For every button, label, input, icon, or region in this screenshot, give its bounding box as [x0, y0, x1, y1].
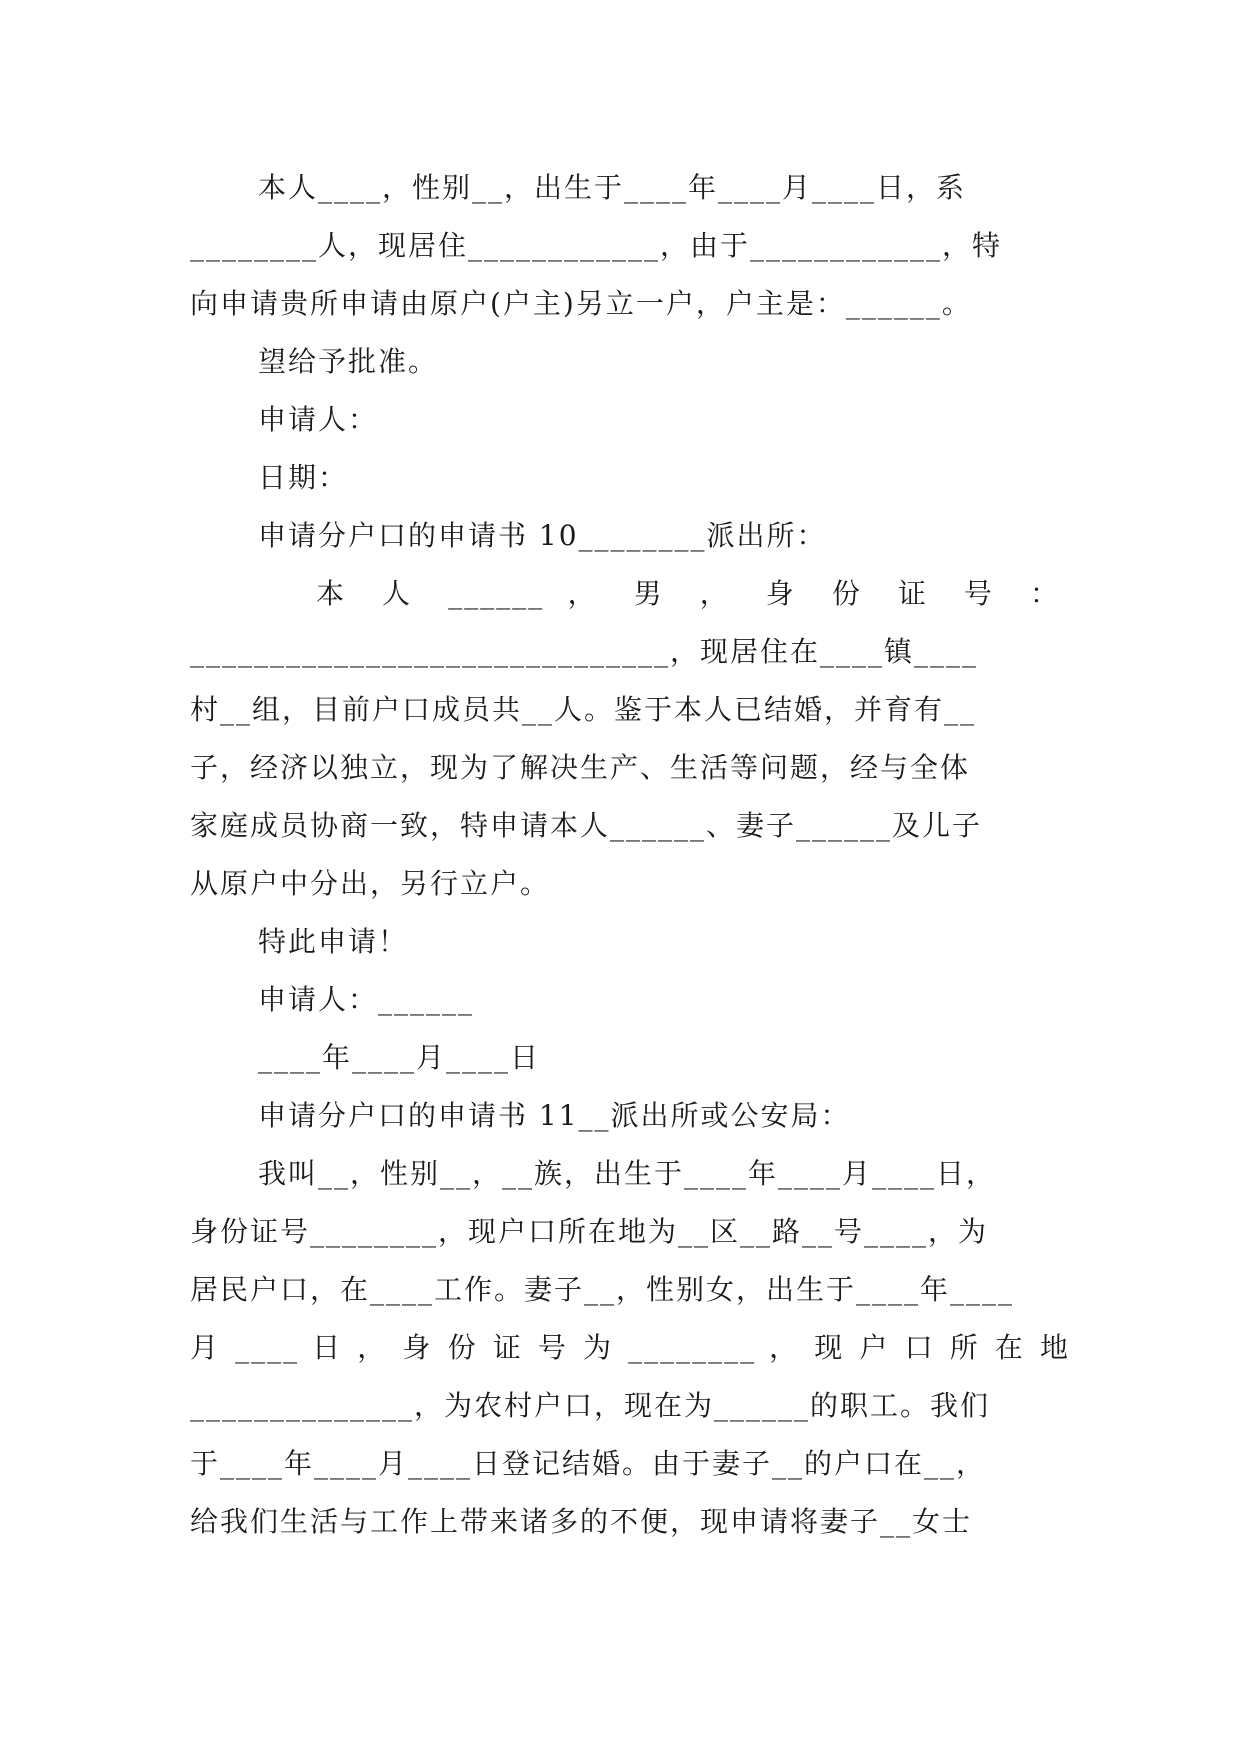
- paragraph-line: ______________，为农村户口，现在为______的职工。我们: [190, 1389, 991, 1422]
- paragraph-line: 家庭成员协商一致，特申请本人______、妻子______及儿子: [190, 809, 983, 842]
- paragraph-line: 月 ____ 日 ， 身 份 证 号 为 ________ ， 现 户 口 所 在 地: [190, 1331, 1070, 1364]
- paragraph-line: 我叫__，性别__，__族，出生于____年____月____日，: [258, 1157, 997, 1190]
- paragraph-line: ________人，现居住____________，由于____________，特: [190, 229, 1003, 262]
- paragraph-line: 子，经济以独立，现为了解决生产、生活等问题，经与全体: [190, 751, 971, 784]
- paragraph-line: ______________________________，现居住在____镇____: [190, 635, 979, 668]
- applicant-label: 申请人：______: [258, 983, 475, 1016]
- closing-line: 特此申请！: [258, 925, 409, 958]
- paragraph-line: 望给予批准。: [258, 345, 439, 378]
- paragraph-line: 于____年____月____日登记结婚。由于妻子__的户口在__，: [190, 1447, 987, 1480]
- date-line: ____年____月____日: [258, 1041, 541, 1074]
- paragraph-line: 给我们生活与工作上带来诸多的不便，现申请将妻子__女士: [190, 1505, 973, 1538]
- paragraph-line: 身份证号________，现户口所在地为__区__路__号____，为: [190, 1215, 989, 1248]
- paragraph-line: 本 人 ______ ， 男 ， 身 份 证 号 ：: [316, 577, 1060, 610]
- paragraph-line: 村__组，目前户口成员共__人。鉴于本人已结婚，并育有__: [190, 693, 977, 726]
- section-heading: 申请分户口的申请书 10________派出所：: [258, 519, 827, 552]
- paragraph-line: 居民户口，在____工作。妻子__，性别女，出生于____年____: [190, 1273, 1015, 1306]
- date-label: 日期：: [258, 461, 349, 494]
- section-heading: 申请分户口的申请书 11__派出所或公安局：: [258, 1099, 851, 1132]
- paragraph-line: 向申请贵所申请由原户(户主)另立一户，户主是：______。: [190, 287, 972, 320]
- paragraph-line: 从原户中分出，另行立户。: [190, 867, 551, 900]
- applicant-label: 申请人：: [258, 403, 379, 436]
- paragraph-line: 本人____，性别__，出生于____年____月____日，系: [258, 171, 967, 204]
